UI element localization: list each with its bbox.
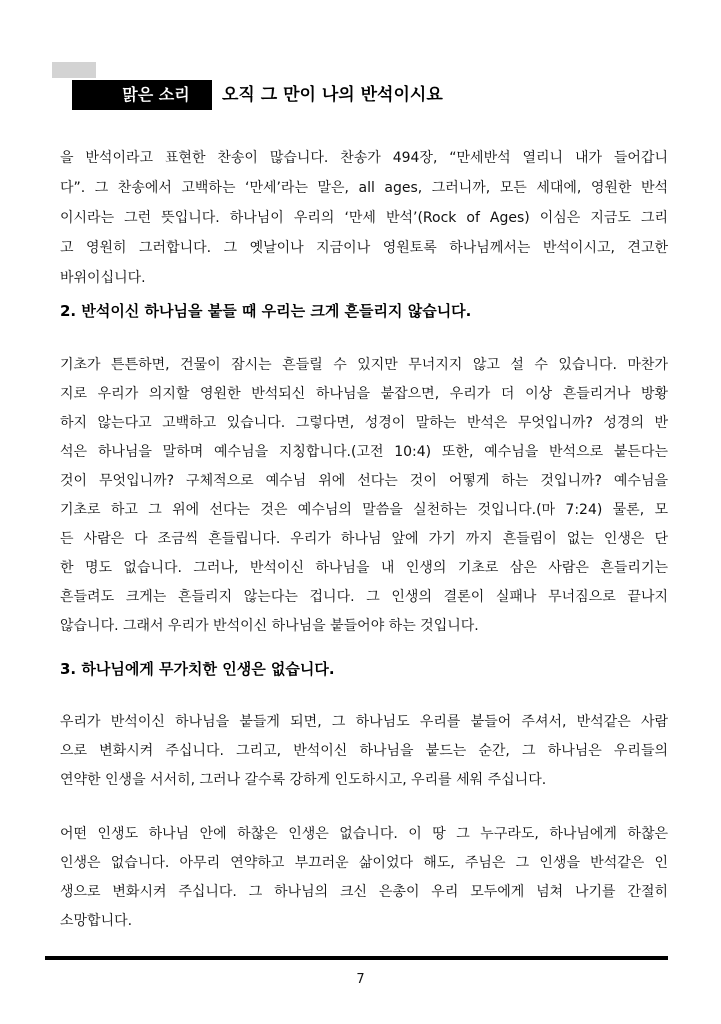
paragraph-line: 생으로 변화시켜 주십니다. 그 하나님의 크신 은총이 우리 모두에게 넘쳐 나기를 간절히 xyxy=(60,884,668,900)
paragraph-line: 다”. 그 찬송에서 고백하는 ‘만세’라는 말은, all ages, 그러니까, 모든 세대에, 영원한 반석 xyxy=(60,180,668,196)
paragraph-line: 석은 하나님을 말하며 예수님을 지칭합니다.(고전 10:4) 또한, 예수님을 반석으로 붙든다는 xyxy=(60,444,668,460)
paragraph-line: 소망합니다. xyxy=(60,913,133,929)
paragraph-line: 을 반석이라고 표현한 찬송이 많습니다. 찬송가 494장, “만세반석 열리니 내가 들어갑니 xyxy=(60,150,668,166)
page-title: 오직 그 만이 나의 반석이시요 xyxy=(222,85,443,105)
paragraph-line: 어떤 인생도 하나님 안에 하찮은 인생은 없습니다. 이 땅 그 누구라도, 하나님에게 하찮은 xyxy=(60,826,668,842)
section-3-heading: 3. 하나님에게 무가치한 인생은 없습니다. xyxy=(60,660,335,678)
paragraph-line: 고 영원히 그러합니다. 그 옛날이나 지금이나 영원토록 하나님께서는 반석이시고, 견고한 xyxy=(60,240,668,256)
paragraph-line: 않습니다. 그래서 우리가 반석이신 하나님을 붙들어야 하는 것입니다. xyxy=(60,618,479,634)
paragraph-line: 으로 변화시켜 주십니다. 그리고, 반석이신 하나님을 붙드는 순간, 그 하나님은 우리들의 xyxy=(60,743,668,759)
section-2-paragraph xyxy=(60,351,668,641)
page-number: 7 xyxy=(356,972,365,987)
paragraph-line: 기초로 하고 그 위에 선다는 것은 예수님의 말씀을 실천하는 것입니다.(마 7:24) 물론, 모 xyxy=(60,502,668,518)
paragraph-line: 이시라는 그런 뜻입니다. 하나님이 우리의 ‘만세 반석’(Rock of Ages) 이심은 지금도 그리 xyxy=(60,210,668,226)
paragraph-line: 흔들려도 크게는 흔들리지 않는다는 겁니다. 그 인생의 결론이 실패나 무너짐으로 끝나지 xyxy=(60,589,668,605)
header-accent-block xyxy=(52,62,96,78)
footer-divider xyxy=(45,956,668,960)
paragraph-line: 연약한 인생을 서서히, 그러나 갈수록 강하게 인도하시고, 우리를 세워 주십니다. xyxy=(60,772,547,788)
section-2-heading: 2. 반석이신 하나님을 붙들 때 우리는 크게 흔들리지 않습니다. xyxy=(60,302,472,320)
paragraph-line: 하지 않는다고 고백하고 있습니다. 그렇다면, 성경이 말하는 반석은 무엇입니까? 성경의 반 xyxy=(60,415,668,431)
section-3-paragraph-2 xyxy=(60,820,668,936)
paragraph-line: 인생은 없습니다. 아무리 연약하고 부끄러운 삶이었다 해도, 주님은 그 인생을 반석같은 인 xyxy=(60,855,668,871)
paragraph-line: 지로 우리가 의지할 영원한 반석되신 하나님을 붙잡으면, 우리가 더 이상 흔들리거나 방황 xyxy=(60,386,668,402)
paragraph-line: 바위이십니다. xyxy=(60,270,146,286)
intro-paragraph xyxy=(60,143,668,293)
section-badge: 맑은 소리 xyxy=(72,80,212,110)
paragraph-line: 기초가 튼튼하면, 건물이 잠시는 흔들릴 수 있지만 무너지지 않고 설 수 있습니다. 마찬가 xyxy=(60,357,668,373)
section-3-paragraph-1 xyxy=(60,708,668,795)
paragraph-line: 것이 무엇입니까? 구체적으로 예수님 위에 선다는 것이 어떻게 하는 것입니까? 예수님을 xyxy=(60,473,668,489)
paragraph-line: 한 명도 없습니다. 그러나, 반석이신 하나님을 내 인생의 기초로 삼은 사람은 흔들리기는 xyxy=(60,560,668,576)
paragraph-line: 우리가 반석이신 하나님을 붙들게 되면, 그 하나님도 우리를 붙들어 주셔서, 반석같은 사람 xyxy=(60,714,668,730)
paragraph-line: 든 사람은 다 조금씩 흔들립니다. 우리가 하나님 앞에 가기 까지 흔들림이 없는 인생은 단 xyxy=(60,531,668,547)
